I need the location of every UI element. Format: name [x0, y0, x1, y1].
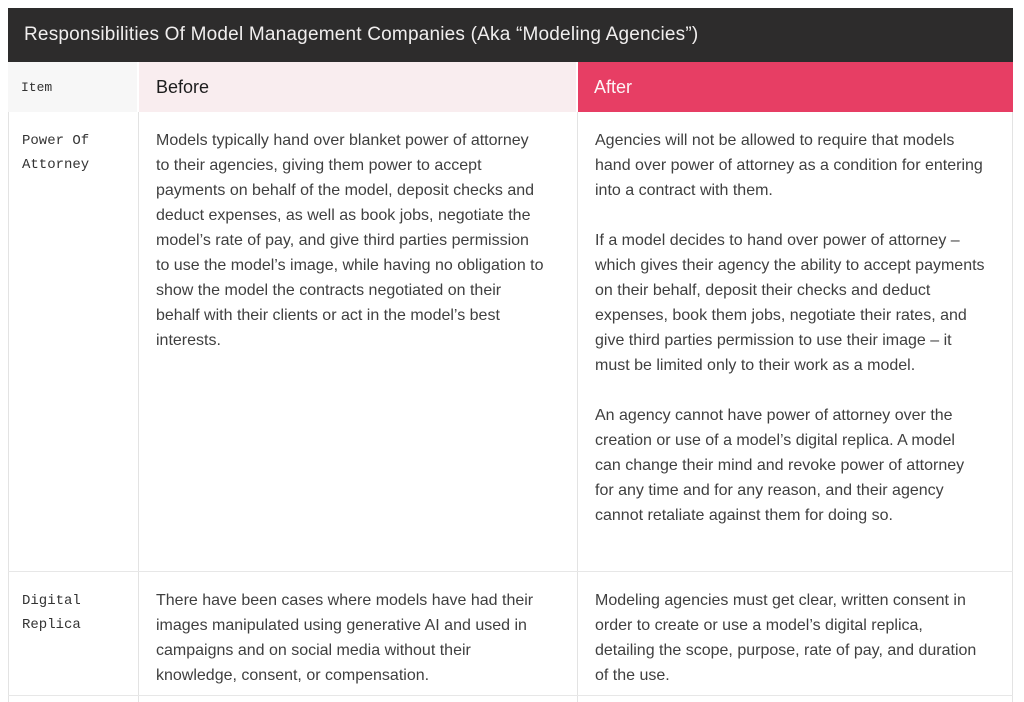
column-header-before-label: Before	[156, 76, 210, 97]
column-header-item-label: Item	[21, 79, 53, 95]
table-title-bar	[8, 8, 1013, 62]
after-paragraph: If a model decides to hand over power of attorney – which gives their agency the ability to accept payments on their behalf, deposit their checks and deduct expenses, book them jobs, negotiate their rates, and give third parties permission to use their image – it must be limited only to their work as a model.	[595, 232, 985, 374]
table-title: Responsibilities Of Model Management Companies (Aka “Modeling Agencies”)	[24, 24, 699, 45]
before-paragraph: Models typically hand over blanket power of attorney to their agencies, giving them power to accept payments on behalf of the model, deposit checks and deduct expenses, as well as book jobs, negotiate the model’s rate of pay, and give third parties permission to use the model’s image, while having no obligation to show the model the contracts negotiated on their behalf with their clients or act in the model’s best interests.	[156, 132, 544, 349]
partial-after-cell	[578, 696, 1013, 702]
after-cell	[578, 112, 1013, 571]
partial-before-cell	[139, 696, 578, 702]
after-paragraph: An agency cannot have power of attorney over the creation or use of a model’s digital replica. A model can change their mind and revoke power of attorney for any time and for any reason, and their agency cannot retaliate against them for doing so.	[595, 407, 965, 524]
table-row-digital-replica	[8, 571, 1013, 695]
column-header-after-label: After	[594, 76, 633, 97]
after-paragraph: Modeling agencies must get clear, written consent in order to create or use a model’s digital replica, detailing the scope, purpose, rate of pay, and duration of the use.	[595, 592, 977, 684]
responsibilities-table	[8, 8, 1013, 702]
partial-item-cell	[8, 696, 139, 702]
before-cell	[139, 572, 578, 695]
row-item-label: Power Of Attorney	[8, 112, 139, 571]
after-cell	[578, 572, 1013, 695]
column-header-before	[139, 62, 578, 112]
column-header-after	[578, 62, 1013, 112]
before-paragraph: There have been cases where models have had their images manipulated using generative AI and used in campaigns and on social media without their knowledge, consent, or compensation.	[156, 592, 534, 684]
before-cell	[139, 112, 578, 571]
table-row-partial	[8, 695, 1013, 702]
after-paragraph: Agencies will not be allowed to require that models hand over power of attorney as a condition for entering into a contract with them.	[595, 132, 983, 199]
column-header-item	[8, 62, 139, 112]
table-row-power-of-attorney	[8, 112, 1013, 571]
column-header-row	[8, 62, 1013, 112]
row-item-label: Digital Replica	[8, 572, 139, 695]
